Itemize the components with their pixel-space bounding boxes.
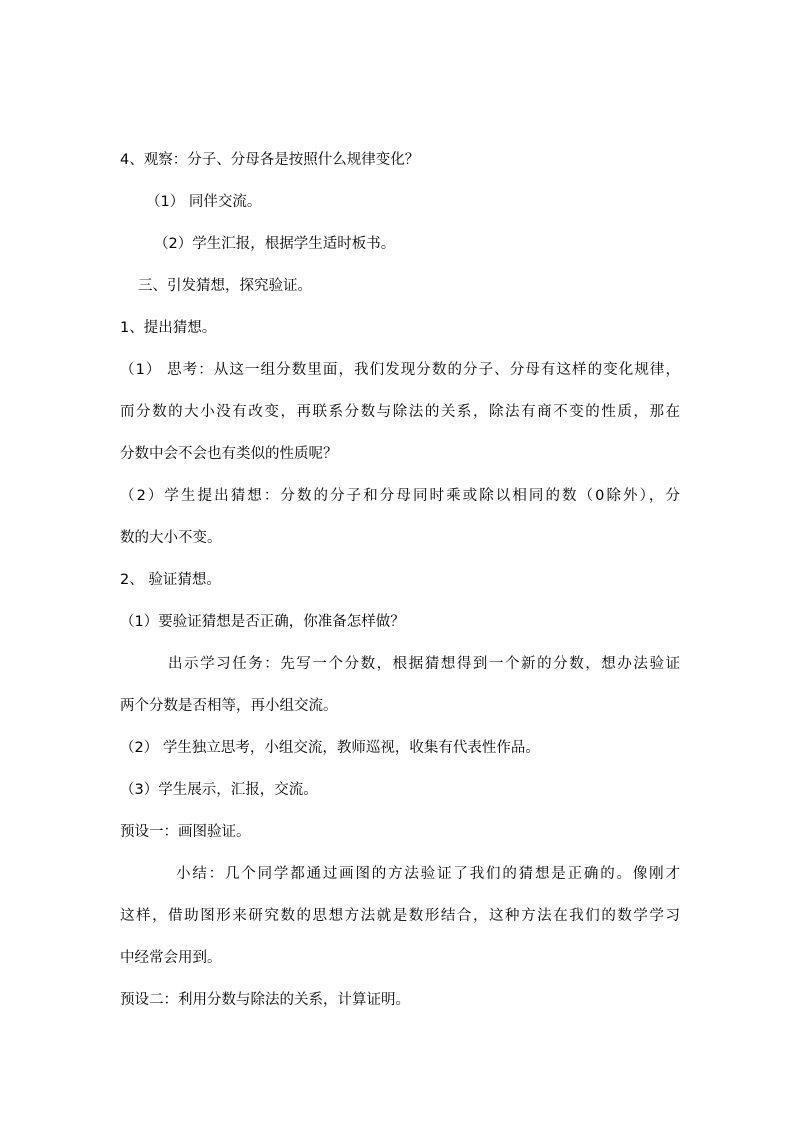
paragraph-line: （2） 学生独立思考，小组交流，教师巡视，收集有代表性作品。: [120, 740, 540, 756]
paragraph-line: 小结：几个同学都通过画图的方法验证了我们的猜想是正确的。像刚才: [176, 866, 680, 882]
preset-one: 预设一：画图验证。: [120, 824, 251, 840]
subheading-propose: 1、提出猜想。: [120, 320, 217, 336]
paragraph-line: （3）学生展示，汇报，交流。: [120, 782, 318, 798]
paragraph-line: 两个分数是否相等，再小组交流。: [120, 698, 338, 714]
paragraph-line: （1） 同伴交流。: [146, 194, 262, 210]
paragraph-line: 而分数的大小没有改变，再联系分数与除法的关系，除法有商不变的性质，那在: [120, 404, 680, 420]
paragraph-line: （2）学生汇报，根据学生适时板书。: [154, 236, 396, 252]
paragraph-line: 数的大小不变。: [120, 530, 222, 546]
paragraph-line: （2）学生提出猜想：分数的分子和分母同时乘或除以相同的数（0除外），分: [120, 488, 680, 504]
paragraph-line: 这样，借助图形来研究数的思想方法就是数形结合，这种方法在我们的数学学习: [120, 908, 680, 924]
paragraph-line: 分数中会不会也有类似的性质呢？: [120, 446, 338, 462]
paragraph-line: （1）要验证猜想是否正确，你准备怎样做？: [120, 614, 405, 630]
paragraph-line: 出示学习任务：先写一个分数，根据猜想得到一个新的分数，想办法验证: [168, 656, 680, 672]
heading-observe: 4、观察：分子、分母各是按照什么规律变化？: [120, 152, 420, 168]
section-heading: 三、引发猜想，探究验证。: [138, 278, 312, 294]
subheading-verify: 2、 验证猜想。: [120, 572, 221, 588]
paragraph-line: （1） 思考：从这一组分数里面，我们发现分数的分子、分母有这样的变化规律，: [120, 362, 680, 378]
paragraph-line: 中经常会用到。: [120, 950, 222, 966]
preset-two: 预设二：利用分数与除法的关系，计算证明。: [120, 992, 410, 1008]
